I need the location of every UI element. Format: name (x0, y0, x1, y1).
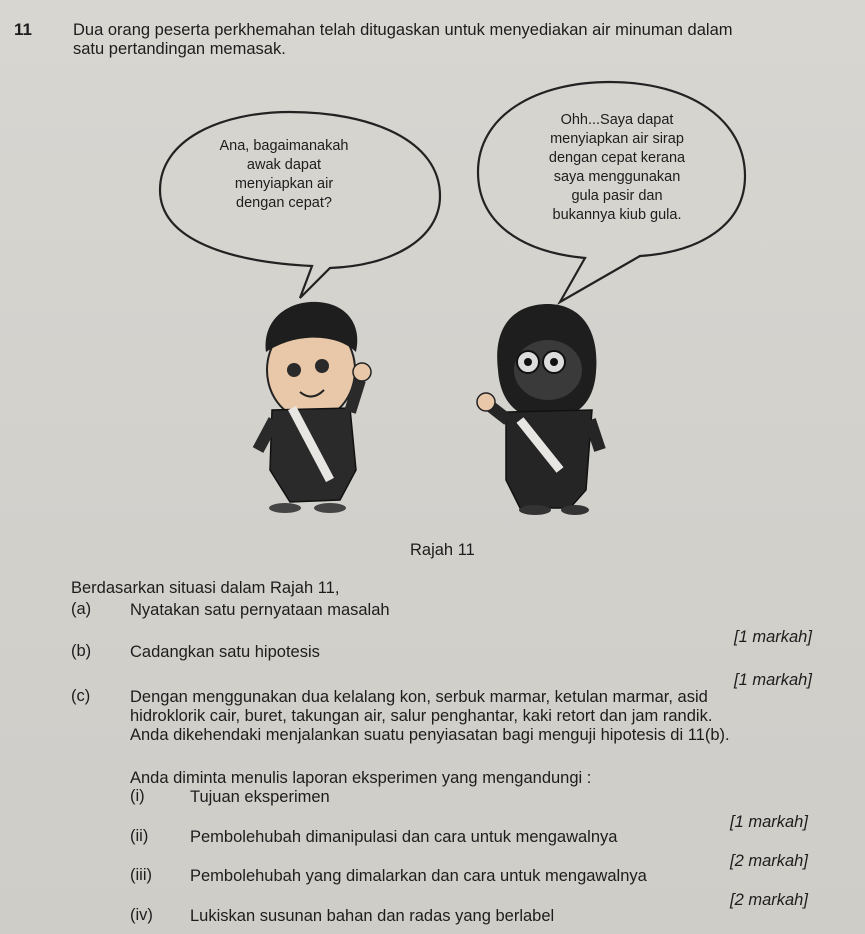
part-c-iv-label: (iv) (130, 906, 153, 924)
bubble-right-line: bukannya kiub gula. (552, 207, 682, 223)
question-number: 11 (14, 20, 32, 39)
part-c-line-1: Dengan menggunakan dua kelalang kon, serbuk marmar, ketulan marmar, asid (130, 688, 708, 706)
part-a-mark: [1 markah] (734, 628, 812, 646)
part-b-text: Cadangkan satu hipotesis (130, 643, 320, 661)
part-c-i-label: (i) (130, 787, 145, 805)
part-a-label: (a) (71, 600, 92, 618)
girl-character (477, 304, 600, 515)
part-c-line-4: Anda diminta menulis laporan eksperimen yang mengandungi : (130, 769, 592, 787)
bubble-right-line: gula pasir dan (571, 188, 663, 204)
figure-caption: Rajah 11 (410, 541, 475, 559)
part-c-ii-text: Pembolehubah dimanipulasi dan cara untuk mengawalnya (190, 828, 618, 846)
part-a-text: Nyatakan satu pernyataan masalah (130, 601, 390, 619)
part-c-label: (c) (71, 687, 91, 705)
part-c-iii-text: Pembolehubah yang dimalarkan dan cara untuk mengawalnya (190, 867, 647, 885)
bubble-left-line: menyiapkan air (234, 176, 334, 192)
bubble-left-line: awak dapat (246, 157, 322, 173)
body-lead: Berdasarkan situasi dalam Rajah 11, (71, 579, 340, 597)
bubble-right-line: Ohh...Saya dapat (560, 112, 674, 128)
bubble-right-line: menyiapkan air sirap (550, 131, 684, 147)
bubble-right-line: dengan cepat kerana (548, 150, 686, 166)
part-c-i-mark: [1 markah] (730, 813, 808, 831)
speech-bubble-right-text (527, 111, 707, 225)
part-c-iii-label: (iii) (130, 866, 152, 884)
question-intro-line-1: Dua orang peserta perkhemahan telah ditugaskan untuk menyediakan air minuman dalam (73, 21, 733, 39)
bubble-left-line: dengan cepat? (236, 195, 332, 211)
speech-bubble-left-text (204, 137, 364, 213)
part-c-ii-label: (ii) (130, 827, 149, 845)
bubble-left-line: Ana, bagaimanakah (219, 138, 349, 154)
part-c-line-3: Anda dikehendaki menjalankan suatu penyiasatan bagi menguji hipotesis di 11(b). (130, 726, 730, 744)
part-c-ii-mark: [2 markah] (730, 852, 808, 870)
boy-character (258, 302, 371, 513)
question-intro-line-2: satu pertandingan memasak. (73, 40, 286, 58)
part-c-line-2: hidroklorik cair, buret, takungan air, salur penghantar, kaki retort dan jam randik. (130, 707, 713, 725)
part-c-iii-mark: [2 markah] (730, 891, 808, 909)
part-c-iv-text: Lukiskan susunan bahan dan radas yang berlabel (190, 907, 555, 925)
bubble-right-line: saya menggunakan (553, 169, 681, 185)
part-b-label: (b) (71, 642, 92, 660)
part-c-i-text: Tujuan eksperimen (190, 788, 330, 806)
part-b-mark: [1 markah] (734, 671, 812, 689)
